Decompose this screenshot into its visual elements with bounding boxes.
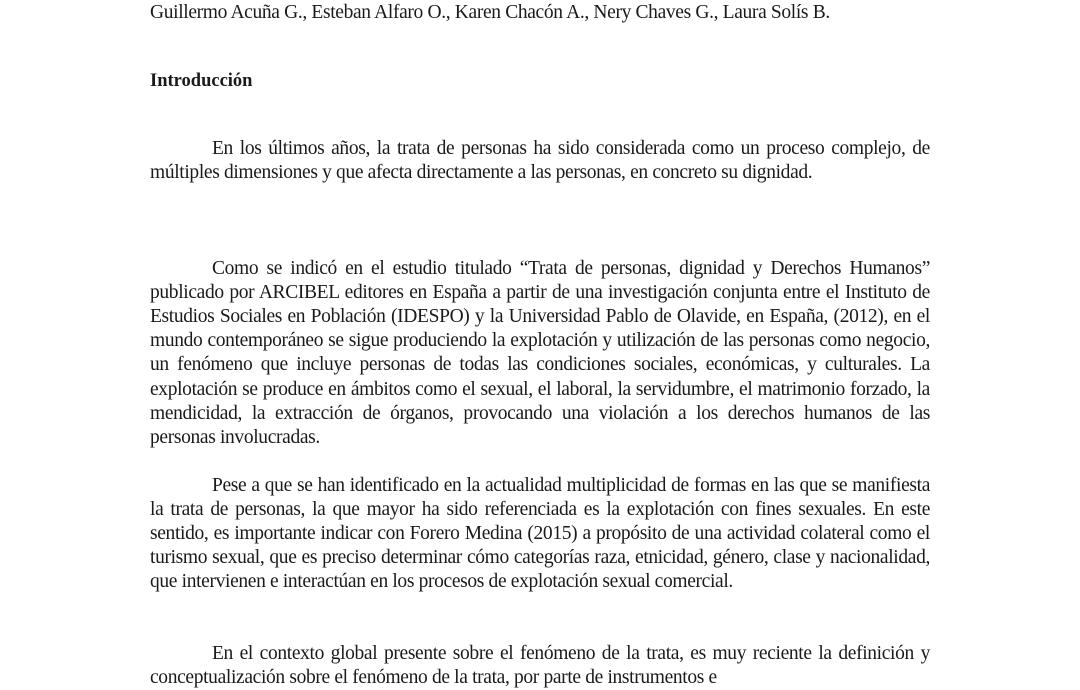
paragraph: En el contexto global presente sobre el fenómeno de la trata, es muy reciente la definición y conceptualización sobre el fenómeno de la trata, por parte de instrumentos e xyxy=(150,642,930,688)
author-list: Guillermo Acuña G., Esteban Alfaro O., Karen Chacón A., Nery Chaves G., Laura Solís B. xyxy=(150,2,830,23)
paragraph: Pese a que se han identificado en la actualidad multiplicidad de formas en las que se manifiesta la trata de personas, la que mayor ha sido referenciada es la explotación con fines sexuales. En este sentido, es importante indicar con Forero Medina (2015) a propósito de una actividad colateral como el turismo sexual, que es preciso determinar cómo categorías raza, etnicidad, género, clase y nacionalidad, que intervienen e interactúan en los procesos de explotación sexual comercial. xyxy=(150,474,930,593)
paragraph: Como se indicó en el estudio titulado “Trata de personas, dignidad y Derechos Humanos” publicado por ARCIBEL editores en España a partir de una investigación conjunta entre el Instituto de Estudios Sociales en Población (IDESPO) y la Universidad Pablo de Olavide, en España, (2012), en el mundo contemporáneo se sigue produciendo la explotación y utilización de las personas como negocio, un fenómeno que incluye personas de todas las condiciones sociales, económicas, y culturales. La explotación se produce en ámbitos como el sexual, el laboral, la servidumbre, el matrimonio forzado, la mendicidad, la extracción de órganos, provocando una violación a los derechos humanos de las personas involucradas. xyxy=(150,257,930,448)
paragraph: En los últimos años, la trata de personas ha sido considerada como un proceso complejo, de múltiples dimensiones y que afecta directamente a las personas, en concreto su dignidad. xyxy=(150,137,930,183)
section-heading: Introducción xyxy=(150,71,253,91)
